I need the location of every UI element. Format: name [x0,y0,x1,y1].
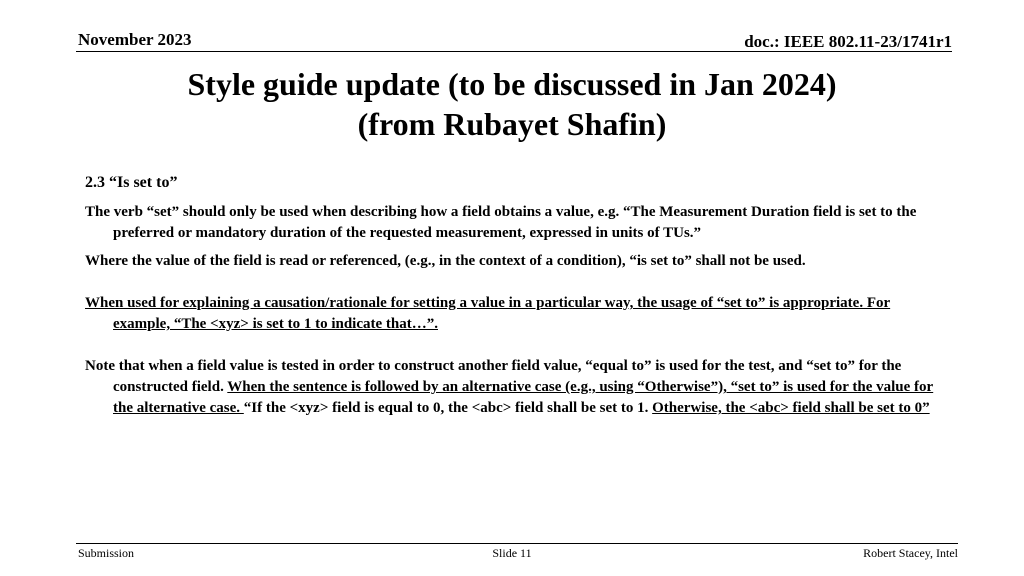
note-underlined-text: When the sentence is followed by an alternative case (e.g., using “Otherwise”), “set to” is used for the value for the alternative case. [113,379,934,416]
footer-slide-number: Slide 11 [492,546,532,560]
title-line-1: Style guide update (to be discussed in Jan 2024) [187,66,837,102]
slide-title [70,64,954,144]
note-example-text: “If the <xyz> field is equal to 0, the <abc> field shall be set to 1. [243,400,653,416]
header-date: November 2023 [78,30,192,49]
footer-author: Robert Stacey, Intel [863,546,958,560]
title-line-2: (from Rubayet Shafin) [357,106,667,142]
note-example-underlined: Otherwise, the <abc> field shall be set to 0” [652,400,930,416]
section-heading: 2.3 “Is set to” [85,174,178,191]
paragraph-set-verb: The verb “set” should only be used when describing how a field obtains a value, e.g. “The Measurement Duration field is set to the preferred or mandatory duration of the requested measurement, expressed in units of TUs.” [85,204,917,241]
footer-divider [76,543,958,544]
footer-submission: Submission [78,546,135,560]
header-divider [76,51,952,52]
paragraph-note-equal-to [85,356,945,419]
header-doc-id: doc.: IEEE 802.11-23/1741r1 [744,32,952,51]
note-text: Note that when a field value is tested in order to construct another field value, “equal to” is used for the test, and “set to” for the constructed field. [85,358,902,395]
slide-body [85,172,945,419]
paragraph-read-referenced: Where the value of the field is read or referenced, (e.g., in the context of a condition), “is set to” shall not be used. [85,253,806,269]
paragraph-causation: When used for explaining a causation/rationale for setting a value in a particular way, the usage of “set to” is appropriate. For example, “The <xyz> is set to 1 to indicate that…”. [85,295,891,332]
